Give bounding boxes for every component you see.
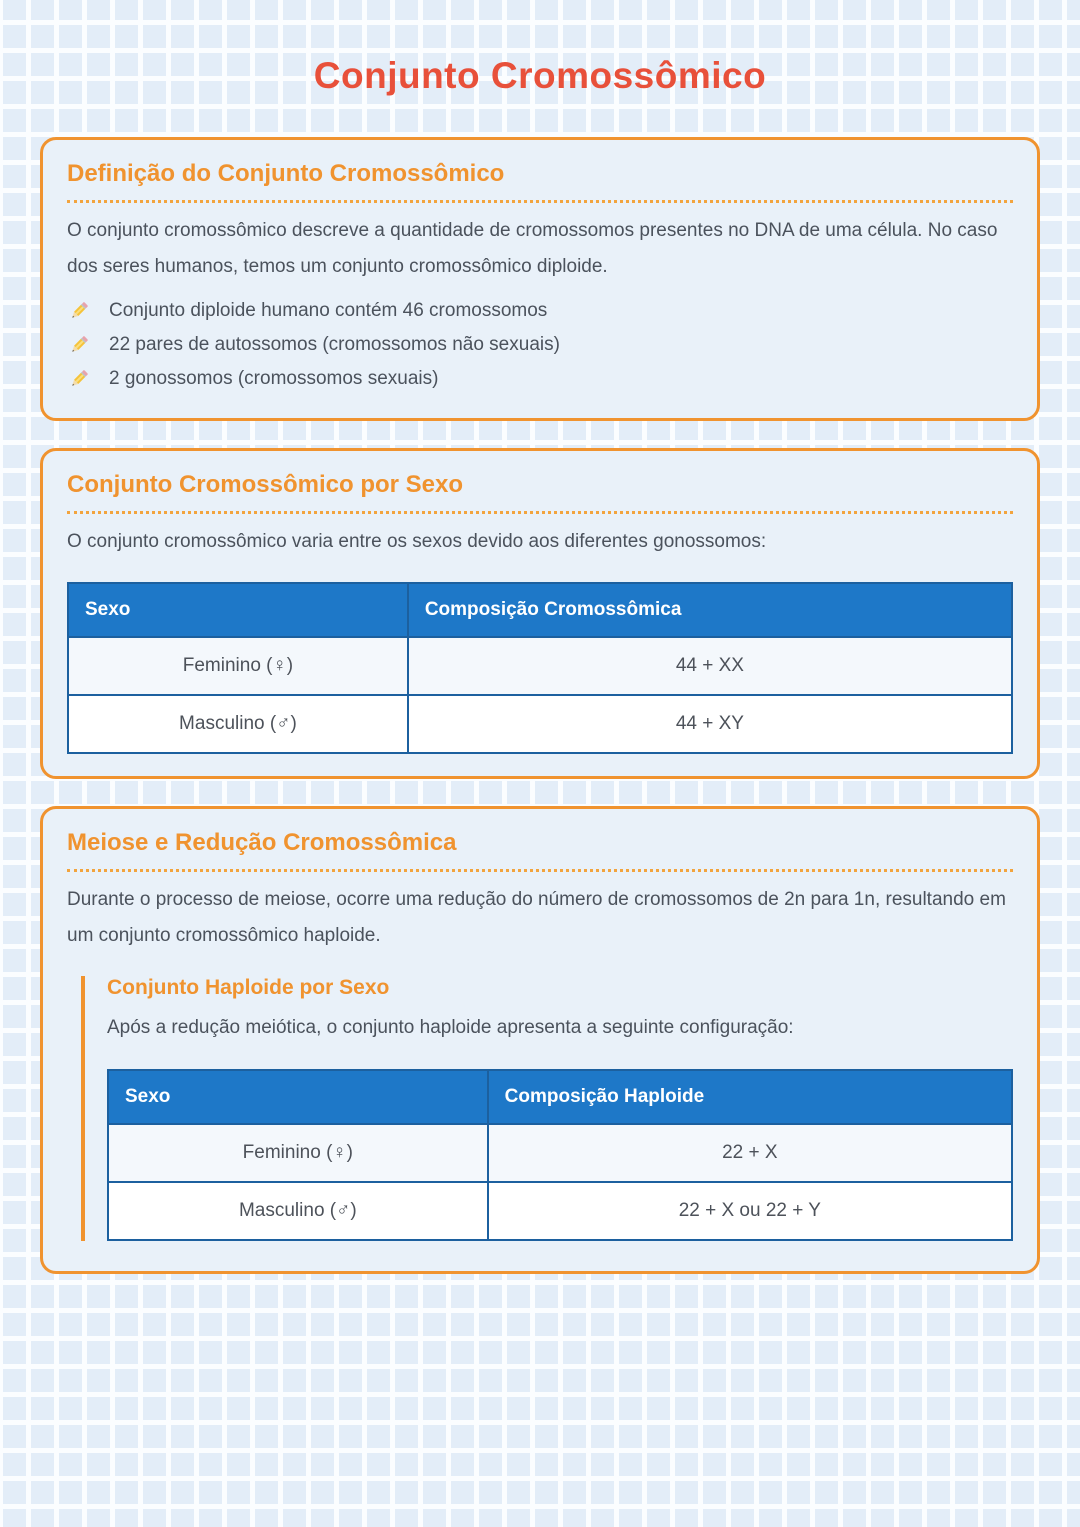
- section-heading-por-sexo: Conjunto Cromossômico por Sexo: [67, 471, 1013, 514]
- pencil-icon: [67, 367, 91, 391]
- bullet-text: 22 pares de autossomos (cromossomos não sexuais): [109, 334, 560, 356]
- cell-haploide-feminino: 22 + X: [488, 1124, 1012, 1182]
- cell-composicao-masculino: 44 + XY: [408, 695, 1012, 753]
- subsection-haploide: [81, 976, 1013, 1242]
- list-item: [67, 362, 1013, 396]
- table-composicao-haploide: [107, 1069, 1013, 1241]
- table-row: [108, 1124, 1012, 1182]
- table-header-row: [68, 583, 1012, 637]
- table-row: [108, 1182, 1012, 1240]
- pencil-icon: [67, 333, 91, 357]
- table-row: [68, 637, 1012, 695]
- section-paragraph: Durante o processo de meiose, ocorre uma redução do número de cromossomos de 2n para 1n, resultando em um conjunto cromossômico haploide.: [67, 889, 1006, 946]
- card-definicao: [40, 137, 1040, 421]
- cell-sexo-masculino: Masculino (♂): [68, 695, 408, 753]
- cell-sexo-feminino: Feminino (♀): [108, 1124, 488, 1182]
- bullet-text: 2 gonossomos (cromossomos sexuais): [109, 368, 439, 390]
- bullet-list: [67, 294, 1013, 396]
- column-header-sexo: Sexo: [68, 583, 408, 637]
- table-composicao-cromossomica: [67, 582, 1013, 754]
- pencil-icon: [67, 299, 91, 323]
- cell-sexo-feminino: Feminino (♀): [68, 637, 408, 695]
- cell-sexo-masculino: Masculino (♂): [108, 1182, 488, 1240]
- column-header-composicao: Composição Cromossômica: [408, 583, 1012, 637]
- card-por-sexo: [40, 448, 1040, 779]
- subsection-paragraph: Após a redução meiótica, o conjunto haploide apresenta a seguinte configuração:: [107, 1016, 794, 1038]
- section-heading-meiose: Meiose e Redução Cromossômica: [67, 829, 1013, 872]
- table-header-row: [108, 1070, 1012, 1124]
- bullet-text: Conjunto diploide humano contém 46 cromossomos: [109, 300, 548, 322]
- card-meiose: [40, 806, 1040, 1274]
- column-header-sexo: Sexo: [108, 1070, 488, 1124]
- column-header-haploide: Composição Haploide: [488, 1070, 1012, 1124]
- subsection-heading: Conjunto Haploide por Sexo: [107, 975, 390, 999]
- list-item: [67, 294, 1013, 328]
- cell-haploide-masculino: 22 + X ou 22 + Y: [488, 1182, 1012, 1240]
- cell-composicao-feminino: 44 + XX: [408, 637, 1012, 695]
- section-paragraph: O conjunto cromossômico descreve a quantidade de cromossomos presentes no DNA de uma célula. No caso dos seres humanos, temos um conjunto cromossômico diploide.: [67, 220, 998, 277]
- page-title: Conjunto Cromossômico: [313, 55, 767, 96]
- section-paragraph: O conjunto cromossômico varia entre os sexos devido aos diferentes gonossomos:: [67, 531, 767, 553]
- section-heading-definicao: Definição do Conjunto Cromossômico: [67, 160, 1013, 203]
- table-row: [68, 695, 1012, 753]
- list-item: [67, 328, 1013, 362]
